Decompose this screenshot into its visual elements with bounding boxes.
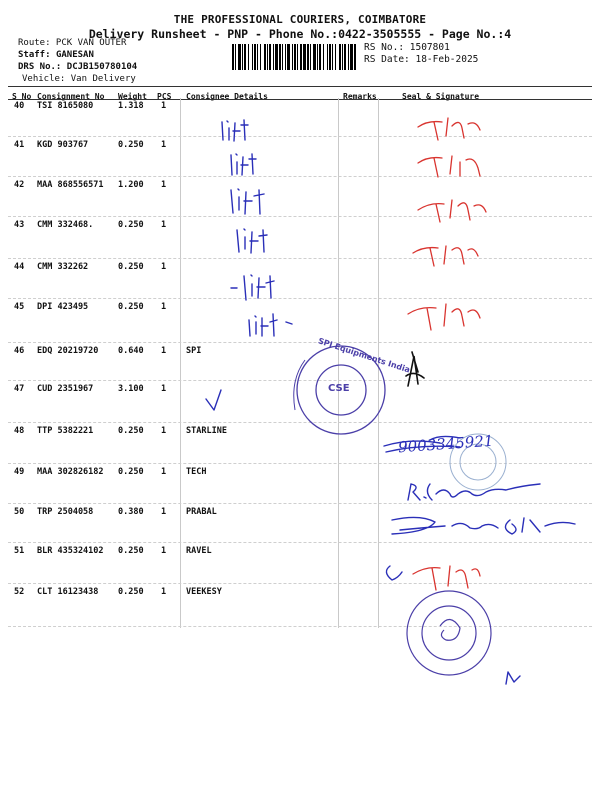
col-consignment: Consignment No (37, 92, 105, 101)
row-weight: 0.250 (118, 220, 144, 230)
row-weight: 0.250 (118, 140, 144, 150)
row-consignment: TTP 5382221 (37, 426, 94, 436)
row-weight: 1.200 (118, 180, 144, 190)
row-consignee: RAVEL (186, 546, 212, 556)
row-sno: 51 (14, 546, 25, 556)
recipient-signature-icon (231, 275, 274, 300)
signature-scribble-icon (392, 517, 575, 534)
row-consignment: TRP 2504058 (37, 507, 94, 517)
row-weight: 0.640 (118, 346, 144, 356)
row-sno: 47 (14, 384, 25, 394)
initial-signature-icon (418, 156, 480, 177)
row-consignment: MAA 868556571 (37, 180, 104, 190)
rs-number: RS No.: 1507801 (364, 42, 450, 53)
row-consignment: CLT 16123438 (37, 587, 99, 597)
row-sno: 42 (14, 180, 25, 190)
row-pcs: 1 (161, 546, 167, 556)
route-label: Route: PCK VAN OUTER (18, 38, 127, 48)
row-pcs: 1 (161, 101, 167, 111)
col-weight: Weight (118, 92, 147, 101)
row-pcs: 1 (161, 262, 167, 272)
drs-value: DCJB150780104 (66, 62, 138, 72)
row-pcs: 1 (161, 140, 167, 150)
col-remarks: Remarks (343, 92, 377, 101)
initial-signature-icon (418, 118, 480, 140)
vehicle-label: Vehicle: Van Delivery (22, 74, 136, 84)
row-weight: 0.250 (118, 426, 144, 436)
initial-signature-icon (413, 246, 478, 266)
stamp-text: SPI Equipments India (316, 336, 412, 375)
row-weight: 1.318 (118, 101, 144, 111)
col-pcs: PCS (157, 92, 172, 101)
staff-value: GANESAN (55, 50, 94, 60)
runsheet-title: Delivery Runsheet - PNP - Phone No.:0422-3505555 - Page No.:4 (88, 27, 512, 41)
row-weight: 0.380 (118, 507, 144, 517)
row-sno: 48 (14, 426, 25, 436)
row-weight: 0.250 (118, 546, 144, 556)
row-sno: 40 (14, 101, 25, 111)
row-consignment: KGD 903767 (37, 140, 89, 150)
row-sno: 52 (14, 587, 25, 597)
initial-signature-icon (408, 304, 480, 330)
row-sno: 49 (14, 467, 25, 477)
row-consignee: TECH (186, 467, 207, 477)
row-weight: 0.250 (118, 587, 144, 597)
row-consignee: STARLINE (186, 426, 227, 436)
row-consignment: CMM 332262 (37, 262, 89, 272)
row-consignment: CMM 332468. (37, 220, 94, 230)
rs-date: RS Date: 18-Feb-2025 (364, 54, 479, 65)
recipient-signature-icon (249, 314, 292, 336)
row-weight: 0.250 (118, 302, 144, 312)
row-consignee: SPI (186, 346, 202, 356)
col-consignee: Consignee Details (186, 92, 268, 101)
row-weight: 0.250 (118, 467, 144, 477)
row-consignment: TSI 8165080 (37, 101, 94, 111)
delivery-stamp-icon (407, 591, 491, 675)
col-sno: S No (12, 92, 32, 101)
row-pcs: 1 (161, 467, 167, 477)
row-pcs: 1 (161, 302, 167, 312)
row-consignment: CUD 2351967 (37, 384, 94, 394)
row-sno: 46 (14, 346, 25, 356)
signature-scribble-icon (386, 566, 402, 580)
drs-label: DRS No.: (18, 62, 62, 72)
row-pcs: 1 (161, 220, 167, 230)
initial-signature-icon (413, 566, 480, 590)
row-consignment: MAA 302826182 (37, 467, 104, 477)
row-pcs: 1 (161, 346, 167, 356)
row-consignment: EDQ 20219720 (37, 346, 99, 356)
checkmark-icon (206, 390, 221, 410)
signature-scribble-icon (506, 672, 520, 684)
row-sno: 43 (14, 220, 25, 230)
row-consignment: BLR 435324102 (37, 546, 104, 556)
row-consignee: PRABAL (186, 507, 217, 517)
row-pcs: 1 (161, 507, 167, 517)
recipient-signature-icon (231, 189, 264, 214)
row-sno: 44 (14, 262, 25, 272)
row-sno: 45 (14, 302, 25, 312)
recipient-signature-icon (222, 120, 248, 141)
company-title: THE PROFESSIONAL COURIERS, COIMBATORE (173, 13, 427, 26)
row-weight: 0.250 (118, 262, 144, 272)
row-sno: 41 (14, 140, 25, 150)
signature-scribble-icon (408, 484, 540, 500)
recipient-signature-icon (237, 229, 267, 253)
row-pcs: 1 (161, 426, 167, 436)
row-sno: 50 (14, 507, 25, 517)
row-consignment: DPI 423495 (37, 302, 89, 312)
initial-signature-icon (418, 200, 486, 222)
staff-label: Staff: (18, 50, 51, 60)
row-pcs: 1 (161, 180, 167, 190)
stamp-center-text: CSE (328, 383, 350, 394)
row-pcs: 1 (161, 587, 167, 597)
row-pcs: 1 (161, 384, 167, 394)
recipient-signature-icon (231, 154, 256, 175)
row-consignee: VEEKESY (186, 587, 222, 597)
col-seal: Seal & Signature (402, 92, 480, 101)
row-weight: 3.100 (118, 384, 144, 394)
handwritten-phone: 9003345921 (397, 431, 494, 457)
